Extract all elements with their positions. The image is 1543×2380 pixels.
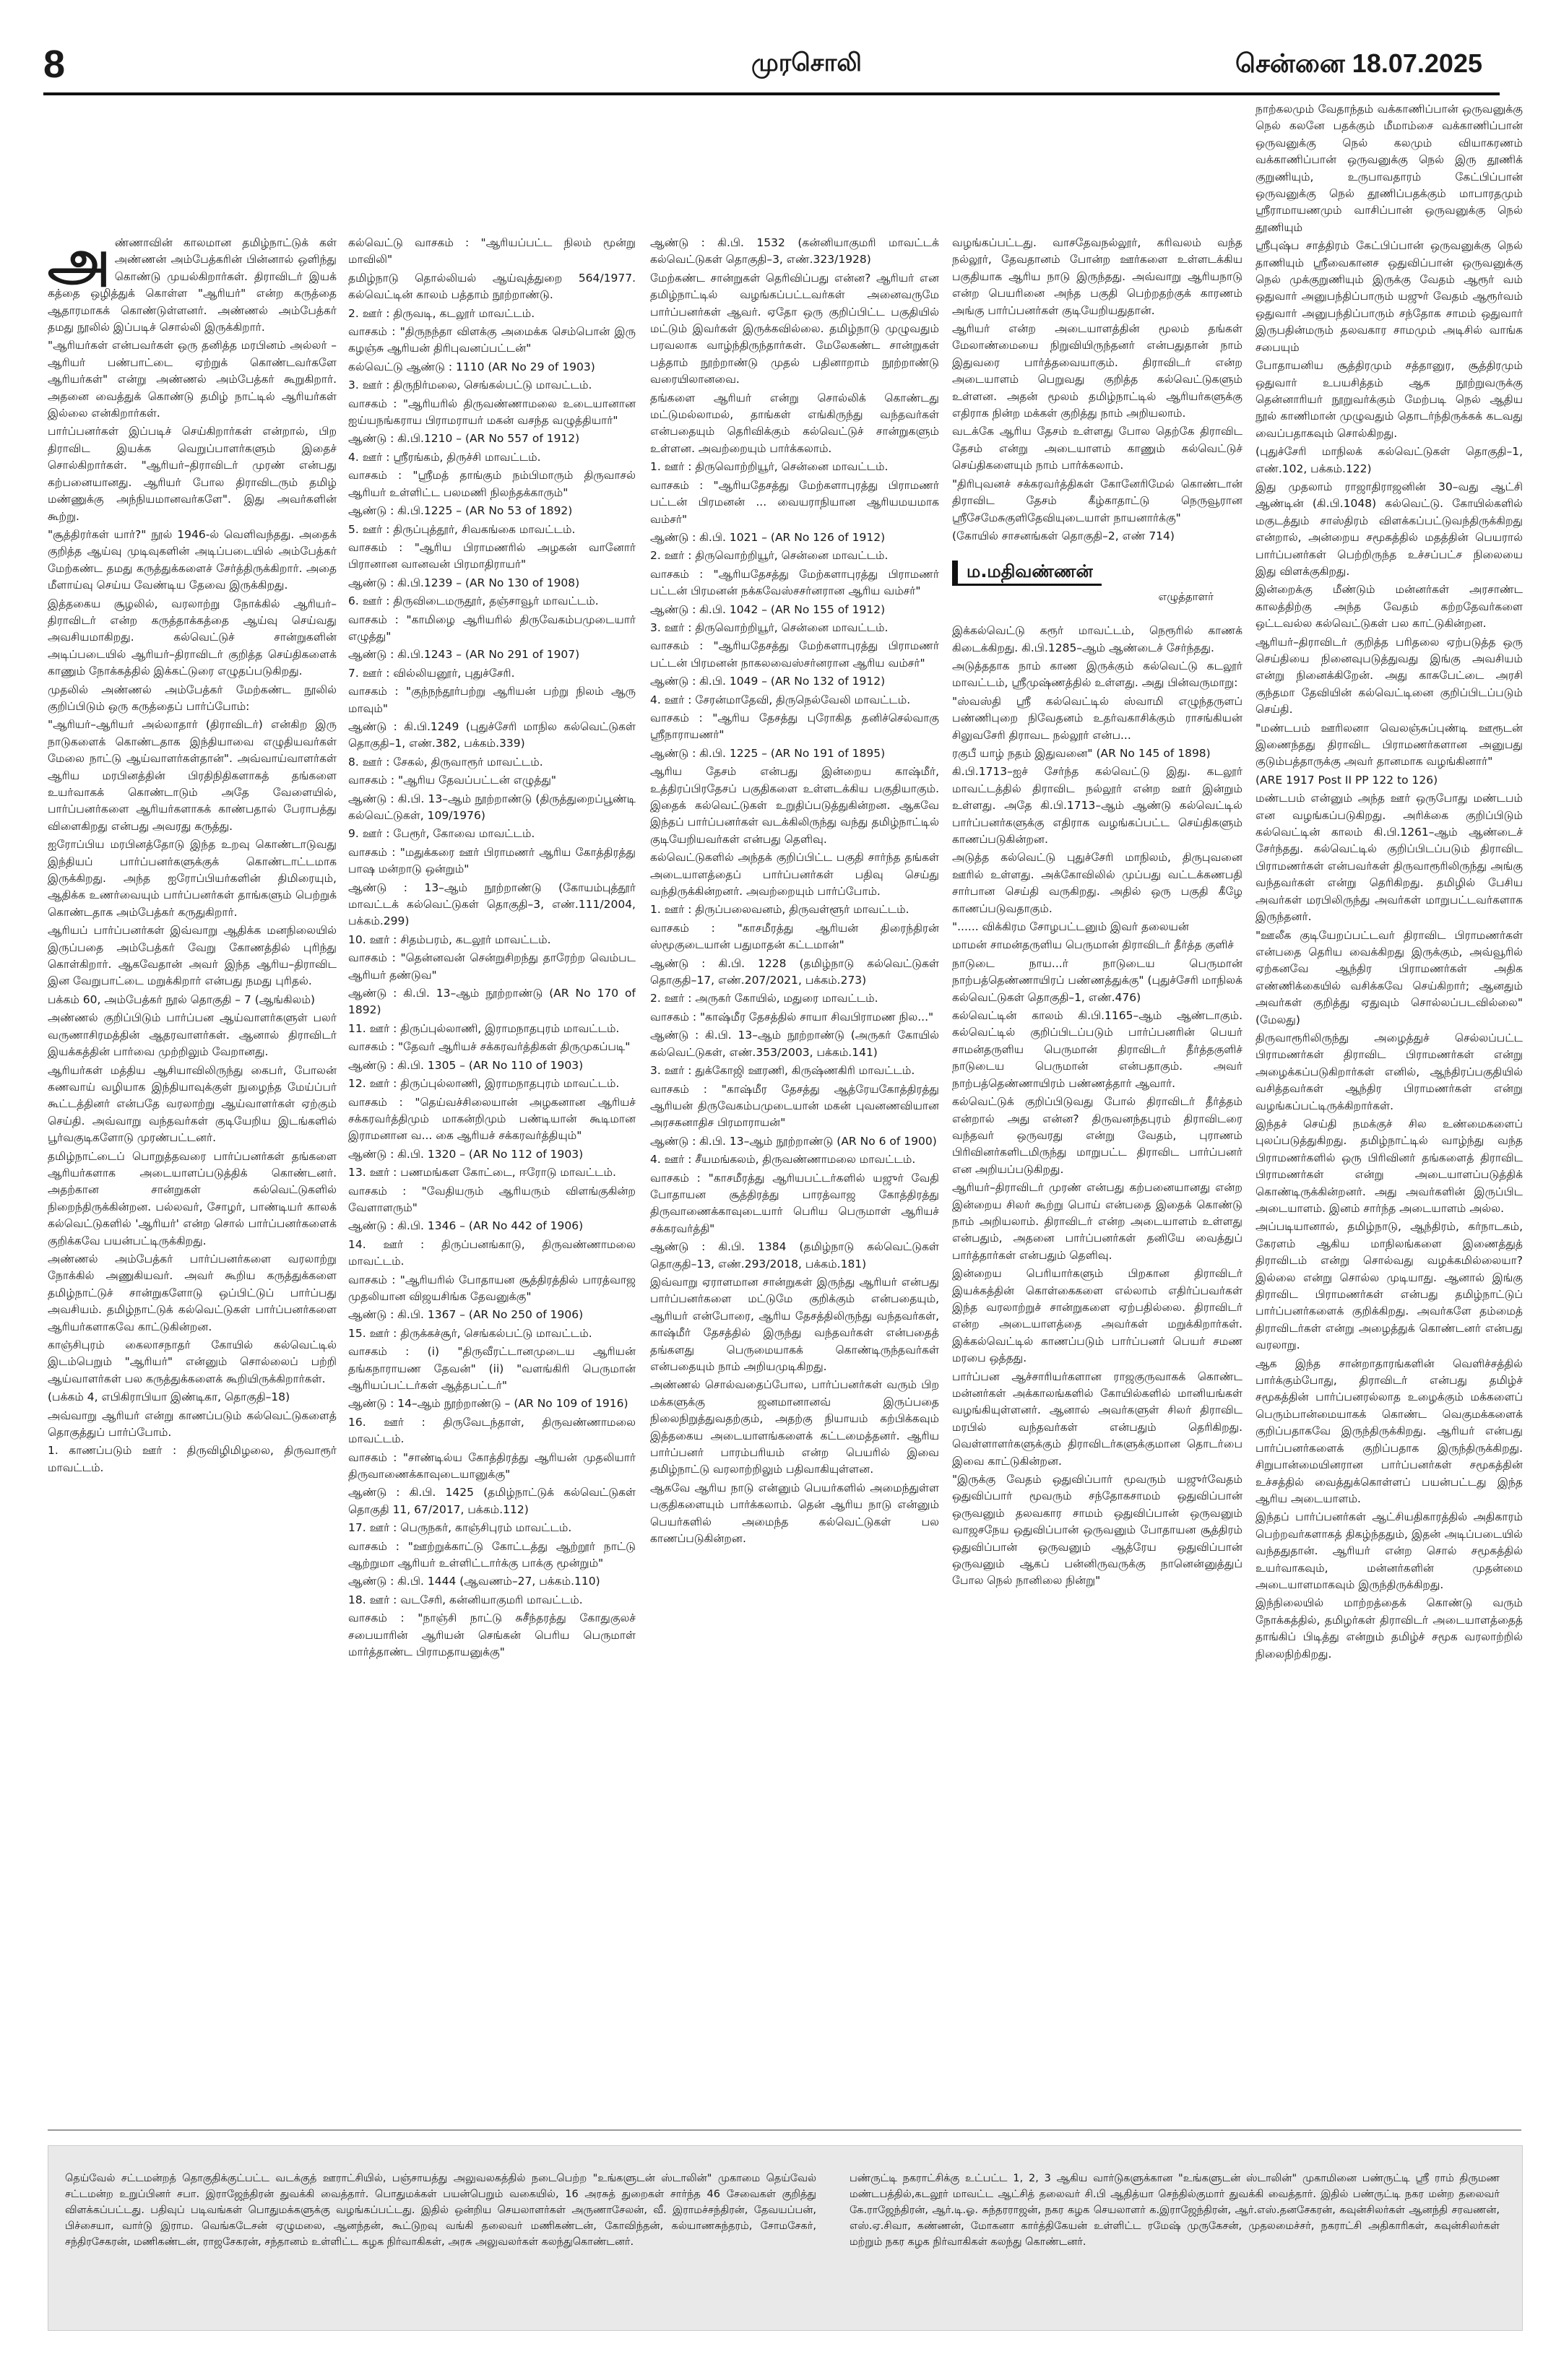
column-1-body <box>48 337 337 1476</box>
paragraph: 2. ஊர் : அருகர் கோயில், மதுரை மாவட்டம். <box>650 992 878 1005</box>
paragraph: 2. ஊர் : திருவடி, கடலூர் மாவட்டம். <box>348 306 535 320</box>
article-column-3 <box>650 235 939 2048</box>
paragraph: ஆண்டு : கி.பி.1225 – (AR No 53 of 1892) <box>348 504 573 518</box>
paragraph: வாசகம் : "வேதியரும் ஆரியரும் விளங்குகின்ற வேளாளரும்" <box>348 1184 636 1214</box>
paragraph: 3. ஊர் : திருநிர்மலை, செங்கல்பட்டு மாவட்டம். <box>348 378 592 392</box>
paragraph: கல்வெட்டு ஆண்டு : 1110 (AR No 29 of 1903) <box>348 360 595 373</box>
paragraph: வாசகம் : "சாண்டில்ய கோத்திரத்து ஆரியன் முதலியார் திருவாணைக்காவுடையானுக்கு" <box>348 1450 636 1481</box>
paragraph: வாசகம் : "ஆரியதேசத்து மேற்களாபுரத்து பிராமணர் பட்டன் பிரமனன் நக்கவேஸ்சசர்னரான ஆரிய வம்சர்" <box>650 567 939 598</box>
paragraph: மாமன் சாமன்தருளிய பெருமான் திராவிடர் தீர்த்த குளிச் <box>952 938 1235 952</box>
paragraph: 2. ஊர் : திருவொற்றியூர், சென்னை மாவட்டம். <box>650 549 889 563</box>
paragraph: ஆண்டு : கி.பி. 1320 – (AR No 112 of 1903) <box>348 1147 584 1161</box>
paragraph: ஆண்டு : கி.பி. 1532 (கன்னியாகுமரி மாவட்டக் கல்வெட்டுகள் தொகுதி–3, எண்.323/1928) <box>650 236 939 267</box>
paragraph: இந்தப் பார்ப்பனர்கள் ஆட்சியதிகாரத்தில் அதிகாரம் பெற்றவர்களாகத் திகழ்ந்ததும், இதன் அடிப்படையில் வந்ததுதான். ஆரியர் என்ற சொல் சமூகத்தில் உயர்வாகவும், மன்னர்களின் முதன்மை அடையாளமாகவும் இருந்திருக்கிறது. <box>1255 1510 1523 1591</box>
article-column-2 <box>348 235 636 2048</box>
paragraph: ஆரிய தேசம் என்பது இன்றைய காஷ்மீர், உத்திரப்பிரதேசப் பகுதிகளை உள்ளடக்கிய பகுதியாகும். இதைக் கல்வெட்டுகள் உறுதிப்படுத்துகின்றன. ஆகவே இந்தப் பார்ப்பனர்கள் வடக்கிலிருந்து வந்து தமிழ்நாட்டில் குடியேறியவர்கள் என்பது தெளிவு. <box>650 765 939 846</box>
paragraph: ஆண்டு : 14–ஆம் நூற்றாண்டு – (AR No 109 of 1916) <box>348 1397 628 1411</box>
paragraph: நாடுடை நாய...ர் நாடுடைய பெருமான் நாற்பத்தெண்ணாயிரப் பண்ணத்துக்கு" (புதுச்சேரி மாநிலக் கல்வெட்டுகள் தொகுதி–1, எண்.476) <box>952 956 1242 1004</box>
paragraph: கி.பி.1713–ஐச் சேர்ந்த கல்வெட்டு இது. கடலூர் மாவட்டத்தில் திராவிட நல்லூர் என்ற ஊர் இன்றும் உள்ளது. அதே கி.பி.1713–ஆம் ஆண்டு கல்வெட்டில் பார்ப்பனர்களுக்கு எதிராக வழங்கப்பட்ட செய்திகளும் காணப்படுகின்றன. <box>952 765 1242 846</box>
paragraph: ஆண்டு : கி.பி. 1384 (தமிழ்நாடு கல்வெட்டுகள் தொகுதி–13, எண்.293/2018, பக்கம்.181) <box>650 1240 939 1271</box>
paragraph: பக்கம் 60, அம்பேத்கர் நூல் தொகுதி – 7 (ஆங்கிலம்) <box>48 992 316 1006</box>
paragraph: ஆண்டு : கி.பி. 13–ஆம் நூற்றாண்டு (AR No 6 of 1900) <box>650 1134 937 1148</box>
paragraph: "ஆரியர்கள் என்பவர்கள் ஒரு தனித்த மரபினம் அல்லர் – ஆரியர் பண்பாட்டை ஏற்றுக் கொண்டவர்களே ஆரியர்கள்" என்று அண்ணல் அம்பேத்கர் கூறுகிறார். அதனை வைத்துக் கொண்டு தமிழ் நாட்டில் ஆரியர்கள் இல்லை என்கிறார்கள். <box>48 339 337 420</box>
paragraph: (கோயில் சாசனங்கள் தொகுதி–2, எண் 714) <box>952 529 1175 542</box>
paragraph: வாசகம் : "மதுக்கரை ஊர் பிராமணர் ஆரிய கோத்திரத்து பாஷ மன்றாடு ஒன்றும்" <box>348 845 636 876</box>
paragraph: வாசகம் : "ஆரிய பிராமணரில் அழகன் வானோர் பிரானான வானவன் பிரமாதிராயர்" <box>348 540 636 571</box>
author-byline <box>952 561 1242 605</box>
paragraph: வாசகம் : "காசமீரத்து ஆரியன் திரைந்திரன் ஸ்மூகுடையான் பதுமாதன் கட்டமான்" <box>650 921 939 952</box>
paragraph: வாசகம் : "காஷ்மீர தேசத்தில் சாயா சிவபிராமண நில..." <box>650 1010 934 1024</box>
paragraph: வாசகம் : "ஆரியரில் போதாயன சூத்திரத்தில் பாரத்வாஜ முதலியான விஜயசிங்க தேவனுக்கு" <box>348 1273 636 1303</box>
paragraph: 3. ஊர் : திருவொற்றியூர், சென்னை மாவட்டம். <box>650 620 889 634</box>
paragraph: வாசகம் : "ஸ்ரீமத் தாங்கும் நம்பிமாரும் திருவாசல் ஆரியர் உள்ளிட்ட பலமணி நிலந்தக்காரும்" <box>348 469 636 499</box>
paragraph: ஆண்டு : கி.பி. 1042 – (AR No 155 of 1912) <box>650 602 886 616</box>
paragraph: 11. ஊர் : திருப்புல்லாணி, இராமநாதபுரம் மாவட்டம். <box>348 1021 620 1035</box>
paragraph: அடுத்ததாக நாம் காண இருக்கும் கல்வெட்டு கடலூர் மாவட்டம், ஸ்ரீமுஷ்ணத்தில் உள்ளது. அது பின்வருமாறு: <box>952 659 1242 690</box>
paragraph: "திரிபுவனச் சக்கரவர்த்திகள் கோனேரிமேல் கொண்டான் திராவிட தேசம் கீழ்காதாட்டு நெருவூரான ஸ்ரீசேமேசுகுளிதேவியுடையாள் நாயனார்க்கு" <box>952 477 1242 524</box>
paragraph: வாசகம் : (i) "திருவீரட்டானமுடைய ஆரியன் தங்கநாராயண தேவன்" (ii) "வளங்கிரி பெருமான் ஆரியப்பட்டர்கள் ஆத்தபட்டர்" <box>348 1345 636 1392</box>
paragraph: மண்டபம் என்னும் அந்த ஊர் ஒருபோது மண்டபம் என வழங்கப்படுகிறது. அரிக்கை குறிப்பிடும் கல்வெட்டின் காலம் கி.பி.1261–ஆம் ஆண்டைச் சேர்ந்தது. கல்வெட்டில் குறிப்பிடப்படும் திராவிட பிராமணர்கள் என்பவர்கள் திருவாரூரிலிருந்து அங்கு வந்தவர்கள் என்று தெரிகிறது. தமிழில் பேசிய அவர்கள் மரபிலிருந்து அவர்கள் மாறுபட்டவர்களாக இருந்தனர். <box>1255 792 1523 924</box>
paragraph: ஆக இந்த சான்றாதாரங்களின் வெளிச்சத்தில் பார்க்கும்போது, திராவிடர் என்பது தமிழ்ச் சமூகத்தின் பார்ப்பனரல்லாத உழைக்கும் மக்களைப் பெரும்பான்மையாகக் கொண்ட வெகுமக்களைக் குறிப்பதாகவே இருந்திருக்கிறது. ஆரியர் என்பது பார்ப்பனர்களைக் குறிப்பதாக இருந்திருக்கிறது. சிறுபான்மையினரான பார்ப்பனர்கள் சமூகத்தின் உச்சத்தில் வைத்துக்கொள்ளப் பயன்பட்டது இந்த ஆரிய அடையாளம். <box>1255 1356 1523 1505</box>
paragraph: ஆண்டு : கி.பி. 1228 (தமிழ்நாடு கல்வெட்டுகள் தொகுதி–17, எண்.207/2021, பக்கம்.273) <box>650 956 939 987</box>
paragraph: "மண்டபம் ஊரிலனா வெலஞ்சுப்புண்டி ஊரூடன் இணைந்தது திராவிட பிராமணர்களான அனுபது குடும்பத்தாருக்கு அவர் தானமாக வழங்கினார்" <box>1255 721 1523 769</box>
paragraph: ஆண்டு : கி.பி.1249 (புதுச்சேரி மாநில கல்வெட்டுகள் தொகுதி–1, எண்.382, பக்கம்.339) <box>348 719 636 750</box>
paragraph: இந்தச் செய்தி நமக்குச் சில உண்மைகளைப் புலப்படுத்துகிறது. தமிழ்நாட்டில் வாழ்ந்து வந்த பிராமணர்களில் ஒரு பிரிவினர் தங்களைத் திராவிட பிராமணர்கள் என்று அடையாளப்படுத்திக் கொண்டிருக்கின்றனர். அது அவர்களின் இருப்பிட அடையாளம். இனம் சார்ந்த அடையாளம் அல்ல. <box>1255 1117 1523 1215</box>
paragraph: ஆண்டு : கி.பி. 1021 – (AR No 126 of 1912) <box>650 530 886 544</box>
author-name: ம.மதிவண்ணன் <box>952 561 1102 585</box>
paragraph: கல்வெட்டு வாசகம் : "ஆரியப்பட்ட நிலம் மூன்று மாவிலி" <box>348 236 636 267</box>
paragraph: வாசகம் : "நாஞ்சி நாட்டு சுசீந்தரத்து கோதுகுலச் சபையாரின் ஆரியன் செங்கன் பெரிய பெருமாள் மார்த்தாண்ட பிராமதாயனுக்கு" <box>348 1611 636 1659</box>
paragraph: நாற்கலமும் வேதாந்தம் வக்காணிப்பான் ஒருவனுக்கு நெல் கலனே பதக்கும் மீமாம்சை வக்காணிப்பான் ஒருவனுக்கு நெல் கலமும் வியாகரணம் வக்காணிப்பான் ஒருவனுக்கு நெல் இரு தூணிக் குறுணியும், உருபாவதாரம் கேட்பிப்பான் ஒருவனுக்கு நெல் தூணிப்பதக்கும் மாபாரதமும் ஸ்ரீராமாயணமும் வாசிப்பான் ஒருவனுக்கு நெல் தூணியும் <box>1255 103 1523 234</box>
paragraph: "ஊலீக குடியேறப்பட்டவர் திராவிட பிராமணர்கள் என்பதை தெரிய வைக்கிறது இருக்கும், அவ்வூரில் ஏற்கனவே ஆந்திர பிராமணர்கள் அதிக எண்ணிக்கையில் வசிக்கவே செய்கிறார்; ஆனதும் அவர்கள் குறித்து ஏதுவும் சொல்லப்படவில்லை" (மேலது) <box>1255 928 1523 1026</box>
paragraph: 13. ஊர் : பணமங்கள கோட்டை, ஈரோடு மாவட்டம். <box>348 1166 616 1180</box>
paragraph: வாசகம் : "தெய்வச்சிலையான் அழகனான ஆரியச் சக்கரவர்த்திமும் மாகன்றிமும் பண்டியான் கூடிமான இராமனான வ... கை ஆரியச் சக்கரவர்த்தியும்" <box>348 1095 636 1143</box>
paragraph: 16. ஊர் : திருவேடந்தாள், திருவண்ணாமலை மாவட்டம். <box>348 1415 636 1446</box>
masthead: முரசொலி <box>751 48 862 77</box>
paragraph: ஆரியர்–திராவிடர் முரண் என்பது கற்பனையானது என்ற இன்றைய சிலர் கூற்று பொய் என்பதை இதைக் கொண்டு நாம் அறியலாம். திராவிடர் என்ற அடையாளம் உள்ளது என்பதும், அதனை பார்ப்பனர்கள் தனியே வைத்துப் பார்த்தார்கள் என்பதும் தெளிவு. <box>952 1181 1242 1262</box>
article-intro: அண்ணாவின் காலமான தமிழ்நாட்டுக் கள் அண்ணன் அம்பேத்கரின் பின்னால் ஒளிந்து கொண்டு முயல்கிறார்கள். திராவிடர் இயக் கத்தை ஒழித்துக் கொள்ள "ஆரியர்" என்ற கருத்தை ஆதாரமாகக் கொண்டுள்ளனர். அண்ணல் அம்பேத்கர் தமது நூலில் இப்படிச் சொல்லி இருக்கிறார். <box>48 235 337 334</box>
paragraph: இத்தகைய சூழலில், வரலாற்று நோக்கில் ஆரியர்–திராவிடர் என்ற கருத்தாக்கத்தை ஆய்வு செய்வது அவசியமாகிறது. கல்வெட்டுச் சான்றுகளின் அடிப்படையில் ஆரியர்–திராவிடர் குறித்த செய்திகளைக் காணும் நோக்கத்தில் இக்கட்டுரை எழுதப்படுகிறது. <box>48 597 337 678</box>
paragraph: இக்கல்வெட்டு கரூர் மாவட்டம், நெரூரில் காணக் கிடைக்கிறது. கி.பி.1285–ஆம் ஆண்டைச் சேர்ந்தது. <box>952 624 1242 654</box>
paragraph: அண்ணல் குறிப்பிடும் பார்ப்பன ஆய்வாளர்களுள் பலர் வருணாசிரமத்தின் ஆதரவாளர்கள். ஆனால் திராவிடர் இயக்கத்தின் பார்வை முற்றிலும் வேறானது. <box>48 1011 337 1059</box>
paragraph: 14. ஊர் : திருப்பனங்காடு, திருவண்ணாமலை மாவட்டம். <box>348 1237 636 1268</box>
paragraph: ஐரோப்பிய மரபினத்தோடு இந்த உறவு கொண்டாடுவது இந்தியப் பார்ப்பனர்களுக்குக் கொண்டாட்டமாக இருக்கிறது. அந்த ஐரோப்பியர்களின் திமிரையும், ஆதிக்க உணர்வையும் பார்ப்பனர்கள் தாங்களும் பெற்றுக் கொண்டதாக அம்பேத்கர் கருதுகிறார். <box>48 838 337 919</box>
paragraph: ஆரியர் என்ற அடையாளத்தின் மூலம் தங்கள் மேலாண்மையை நிறுவியிருந்தனர் என்பதுதான் நாம் இதுவரை பார்த்தவையாகும். திராவிடர் என்ற அடையாளம் பெறுவது குறித்த கல்வெட்டுகளும் உள்ளன. அதன் மூலம் தமிழ்நாட்டில் ஆரியர்களுக்கு எதிராக நின்ற மக்கள் குறித்து நாம் அறியலாம். <box>952 322 1242 420</box>
paragraph: 12. ஊர் : திருப்புல்லாணி, இராமநாதபுரம் மாவட்டம். <box>348 1077 620 1091</box>
paragraph: மேற்கண்ட சான்றுகள் தெரிவிப்பது என்ன? ஆரியர் என தமிழ்நாட்டில் வழங்கப்பட்டவர்கள் அனைவருமே பார்ப்பனர்கள் ஆவர். ஏதோ ஒரு குறிப்பிட்ட பகுதியில் மட்டும் இவர்கள் இருக்கவில்லை. தமிழ்நாடு முழுவதும் பரவலாக வாழ்ந்திருந்தார்கள். மேலேகண்ட சான்றுகள் பத்தாம் நூற்றாண்டு முதல் பதினாறாம் நூற்றாண்டு வரையிலானவை. <box>650 271 939 386</box>
paragraph: வடக்கே ஆரிய தேசம் உள்ளது போல தெற்கே திராவிட தேசம் என்று அடையாளம் காணும் கல்வெட்டுச் செய்திகளையும் நாம் பார்க்கலாம். <box>952 425 1242 472</box>
paragraph: வாசகம் : "தேவர் ஆரியச் சக்கரவர்த்திகள் திருமுகப்படி" <box>348 1040 631 1054</box>
paragraph: தமிழ்நாட்டைப் பொறுத்தவரை பார்ப்பனர்கள் தங்களை ஆரியர்களாக அடையாளப்படுத்திக் கொண்டனர். அதற்கான சான்றுகள் கல்வெட்டுகளில் நிறைந்திருக்கின்றன. பல்லவர், சோழர், பாண்டியர் காலக் கல்வெட்டுகளில் 'ஆரியர்' என்ற சொல் பார்ப்பனர்களைக் குறிக்கவே பயன்பட்டிருக்கிறது. <box>48 1149 337 1247</box>
paragraph: ஸ்ரீபுஷ்ப சாத்திரம் கேட்பிப்பான் ஒருவனுக்கு நெல் தாணியும் ஸ்ரீவைகானச ஒதுவிப்பான் ஒருவனுக்கு நெல் முக்குறுணியும் இருக்கு வேதம் ஆரூர் வம் ஒதுவார் அனுபந்திப்பாரும் யஜுர் வேதம் ஆரூர்வம் ஒதுவார் அனுபந்திப்பாரும் சந்தோக சாமம் ஒதுவார் இருபதின்மரும் தலவகார சாமமும் அடிசில் வாங்க சபையும் <box>1255 239 1523 354</box>
paragraph: வாசகம் : "குந்நந்தூர்பற்று ஆரியன் பற்று நிலம் ஆரு மாவும்" <box>348 685 636 715</box>
paragraph: வாசகம் : "ஆரியதேசத்து மேற்களாபுரத்து பிராமணர் பட்டன் பிரமனன் ... வையராநியான ஆரியமயமாக வம்சர்" <box>650 478 939 526</box>
paragraph: வாசகம் : "ஆரிய தேவப்பட்டன் எழுத்து" <box>348 774 557 787</box>
paragraph: "ஸ்வஸ்தி ஸ்ரீ கல்வெட்டில் ஸ்வாமி எழுந்தருளப் பண்ணிபுறை நிவேதனம் உதர்வகாசிக்கும் ராசங்கியன் சிலுவசேரி திராவட நல்லூர் என்ப... <box>952 694 1242 742</box>
footer-caption-left: தெய்வேல் சட்டமன்றத் தொகுதிக்குட்பட்ட வடக்குத் ஊராட்சியில், பஞ்சாயத்து அலுவலகத்தில் நடைபெற்ற "உங்களுடன் ஸ்டாலின்" முகாமை தெய்வேல் சட்டமன்ற உறுப்பினர் சபா. இராஜேந்திரன் துவக்கி வைத்தார். பொதுமக்கள் பயன்பெறும் வகையில், 16 அரசுத் துறைகள் சார்ந்த 46 சேவைகள் குறித்து விளக்கப்பட்டது. பதிவுப் படிவங்கள் பொதுமக்களுக்கு வழங்கப்பட்டது. இதில் ஒன்றிய செயலாளர்கள் அருணாசேலன், வீ. இராமச்சந்திரன், தேவயப்பன், பிச்சையா, வார்டு இராம. வெங்கடேசன் ஏழுமலை, ஆனந்தன், கூட்டுறவு வங்கி தலைவர் மணிகண்டன், கோவிந்தன், கல்யாணசுந்தரம், சோமசேகர், சந்திரசேகரன், மணிகண்டன், ராஜசேகரன், சந்தானம் உள்ளிட்ட கழக நிர்வாகிகள், அரசு அலுவலர்கள் கலந்துகொண்டனர். <box>65 2172 816 2248</box>
paragraph: ஆண்டு : கி.பி. 13–ஆம் நூற்றாண்டு (AR No 170 of 1892) <box>348 987 636 1017</box>
paragraph: 1. ஊர் : திருவொற்றியூர், சென்னை மாவட்டம். <box>650 460 889 474</box>
paragraph: ஆண்டு : கி.பி. 1225 – (AR No 191 of 1895) <box>650 746 886 760</box>
paragraph: 15. ஊர் : திருக்கச்சூர், செங்கல்பட்டு மாவட்டம். <box>348 1326 592 1340</box>
paragraph: 10. ஊர் : சிதம்பரம், கடலூர் மாவட்டம். <box>348 932 551 946</box>
paragraph: 9. ஊர் : பேரூர், கோவை மாவட்டம். <box>348 827 535 841</box>
paragraph: வழங்கப்பட்டது. வாசதேவநல்லூர், கரிவலம் வந்த நல்லூர், தேவதானம் போன்ற ஊர்களை உள்ளடக்கிய பகுதியாக ஆரிய நாடு இருந்தது. அவ்வாறு ஆரியநாடு என்ற பெயரினை அந்த பகுதி பெற்றதற்குக் காரணம் அங்கு பார்ப்பனர்கள் குடியேறியதுதான். <box>952 236 1242 317</box>
paragraph: "இருக்கு வேதம் ஒதுவிப்பார் மூவரும் யஜுர்வேதம் ஒதுவிப்பார் மூவரும் சந்தோகசாமம் ஒதுவிப்பான் ஒருவனும் தலவகார சாமம் ஒதுவிப்பான் ஒருவனும் வாஜசநேய ஒதுவிப்பான் ஒருவனும் போதாயன சூத்திரம் ஒதுவிப்பான் ஒருவனும் ஆத்ரேய ஒதுவிப்பான் ஒருவனும் ஆகப் பன்னிருவருக்கு நானென்னுத்துப் போல நெல் நானிலை நின்று" <box>952 1473 1242 1588</box>
article-column-4 <box>952 235 1242 2048</box>
paragraph: அண்ணல் சொல்வதைப்போல, பார்ப்பனர்கள் வரும் பிற மக்களுக்கு ஜனமானானவ் இருப்பதை நிலைநிறுத்துவதற்கும், அதற்கு நியாயம் கற்பிக்கவும் இத்தகைய அடையாளங்களைக் கட்டமைத்தனர். ஆரிய பார்ப்பனர் பாரம்பரியம் என்ற பெயரில் இவை தமிழ்நாட்டு வரலாற்றிலும் பதிவாகியுள்ளன. <box>650 1378 939 1476</box>
paragraph: அண்ணல் அம்பேத்கர் பார்ப்பனர்களை வரலாற்று நோக்கில் அணுகியவர். அவர் கூறிய கருத்துக்களை தமிழ்நாட்டுச் சான்றுகளோடு ஒப்பிட்டுப் பார்ப்பது அவசியம். தமிழ்நாட்டுக் கல்வெட்டுகள் பார்ப்பனர்களை ஆரியர்களாகவே காட்டுகின்றன. <box>48 1252 337 1333</box>
paragraph: ஆண்டு : கி.பி.1243 – (AR No 291 of 1907) <box>348 648 580 662</box>
paragraph: ஆண்டு : 13–ஆம் நூற்றாண்டு (கோயம்புத்தூர் மாவட்டக் கல்வெட்டுகள் தொகுதி–3, எண்.111/2004, பக்கம்.299) <box>348 880 636 928</box>
paragraph: 1. காணப்படும் ஊர் : திருவிழிமிழலை, திருவாரூர் மாவட்டம். <box>48 1444 337 1474</box>
paragraph: 7. ஊர் : வில்லியனூர், புதுச்சேரி. <box>348 666 515 680</box>
paragraph: தங்களை ஆரியர் என்று சொல்லிக் கொண்டது மட்டுமல்லாமல், தாங்கள் எங்கிருந்து வந்தவர்கள் என்பதையும் தெரிவிக்கும் கல்வெட்டுச் சான்றுகளும் உள்ளன. அவற்றையும் பார்க்கலாம். <box>650 391 939 455</box>
paragraph: 4. ஊர் : ஸ்ரீரங்கம், திருச்சி மாவட்டம். <box>348 450 541 464</box>
paragraph: பார்ப்பன ஆச்சாரியர்களான ராஜகுருவாகக் கொண்ட மன்னர்கள் அக்காலங்களில் கோயில்களில் மானியங்கள் வழங்கியுள்ளனர். ஆனால் அவர்களுள் சிலர் திராவிட மரபில் வந்தவர்கள் என்பதும் தெரிகிறது. வெள்ளாளர்களுக்கும் திராவிடர்களுக்குமான தொடர்பை இவை காட்டுகின்றன. <box>952 1369 1242 1468</box>
edition-date: சென்னை 18.07.2025 <box>1235 48 1482 78</box>
page-header <box>0 0 1543 87</box>
paragraph: வாசகம் : "தென்னவன் சென்றுசிறந்து தாரேற்ற வெம்பட ஆரியர் தண்டுவ" <box>348 951 636 982</box>
paragraph: ஆரியர்கள் மத்திய ஆசியாவிலிருந்து கைபர், போலன் கணவாய் வழியாக இந்தியாவுக்குள் நுழைந்த மேய்ப்பர் கூட்டத்தினர் என்பதே வரலாற்று ஆய்வாளர்கள் ஏற்கும் செய்தி. அவ்வாறு வந்தவர்கள் குடியேறிய இடங்களில் பூர்வகுடிகளோடு முரண்பட்டனர். <box>48 1063 337 1145</box>
paragraph: ஆரியப் பார்ப்பனர்கள் இவ்வாறு ஆதிக்க மனநிலையில் இருப்பதை அம்பேத்கர் வேறு கோணத்தில் புரிந்து கொள்கிறார். ஆகவேதான் அவர் இந்த ஆரிய–திராவிட இன வேறுபாட்டை மறுக்கிறார் என்பது நமது புரிதல். <box>48 924 337 988</box>
paragraph: 17. ஊர் : பெருநகர், காஞ்சிபுரம் மாவட்டம். <box>348 1521 572 1535</box>
paragraph: வாசகம் : "ஆரிய தேசத்து புரோகித தனிச்செல்வாகு ஸ்ரீநாராயணர்" <box>650 711 939 742</box>
paragraph: 5. ஊர் : திருப்புத்தூர், சிவகங்கை மாவட்டம். <box>348 522 576 536</box>
paragraph: (ARE 1917 Post II PP 122 to 126) <box>1255 773 1438 787</box>
paragraph: வாசகம் : "ஊற்றுக்காட்டு கோட்டத்து ஆற்றூர் நாட்டு ஆற்றுமா ஆரியர் உள்ளிட்டார்க்கு பாக்கு மூன்றும்" <box>348 1539 636 1570</box>
paragraph: ஆண்டு : கி.பி. 13–ஆம் நூற்றாண்டு (திருத்துறைப்பூண்டி கல்வெட்டுகள், 109/1976) <box>348 792 636 822</box>
paragraph: வாசகம் : "காஷ்மீர தேசத்து ஆத்ரேயகோத்திரத்து ஆரியன் திருவேகம்பமுடையான் மகன் புவனணவியான அரசகனாதிச பிரமாராயன்" <box>650 1082 939 1130</box>
footer-news-strip <box>48 2129 1521 2362</box>
paragraph: அவ்வாறு ஆரியர் என்று காணப்படும் கல்வெட்டுகளைத் தொகுத்துப் பார்ப்போம். <box>48 1408 337 1440</box>
paragraph: வாசகம் : "ஆரியரில் திருவண்ணாமலை உடையானான ஐய்யநங்கராய பிராமராயர் மகன் வசந்த வழுத்தியார்" <box>348 397 636 428</box>
paragraph: ஆண்டு : கி.பி. 1367 – (AR No 250 of 1906) <box>348 1308 584 1322</box>
article-column-5 <box>1255 101 1523 2048</box>
article-column-1 <box>48 235 337 2048</box>
paragraph: 3. ஊர் : துக்கோஜி ஊரணி, கிருஷ்ணகிரி மாவட்டம். <box>650 1064 915 1078</box>
paragraph: ஆண்டு : கி.பி. 1444 (ஆவணம்–27, பக்கம்.110) <box>348 1575 600 1588</box>
paragraph: ஆண்டு : கி.பி. 13–ஆம் நூற்றாண்டு (அருகர் கோயில் கல்வெட்டுகள், எண்.353/2003, பக்கம்.141) <box>650 1029 939 1059</box>
paragraph: கல்வெட்டுகளில் அந்தக் குறிப்பிட்ட பகுதி சார்ந்த தங்கள் அடையாளத்தைப் பார்ப்பனர்கள் பதிவு செய்து வந்திருக்கின்றனர். அவற்றையும் பார்ப்போம். <box>650 851 939 899</box>
paragraph: ஆண்டு : கி.பி. 1305 – (AR No 110 of 1903) <box>348 1058 584 1072</box>
paragraph: ஆண்டு : கி.பி. 1346 – (AR No 442 of 1906) <box>348 1219 584 1233</box>
footer-caption-right: பண்ருட்டி நகராட்சிக்கு உட்பட்ட 1, 2, 3 ஆகிய வார்டுகளுக்கான "உங்களுடன் ஸ்டாலின்" முகாமினை பண்ருட்டி ஸ்ரீ ராம் திருமண மண்டபத்தில்,கடலூர் மாவட்ட ஆட்சித் தலைவர் சி.பி ஆதித்யா செந்தில்குமார் துவக்கி வைத்தார். இதில் பண்ருட்டி நகர மன்ற தலைவர் கே.ராஜேந்திரன், ஆர்.டி.ஓ. சுந்தரராஜன், நகர கழக செயலாளர் க.இராஜேந்திரன், ஆர்.எஸ்.தனசேகரன், கவுன்சிலர்கள் ஆனந்தி சரவணன், எஸ்.ஏ.சிவா, கண்ணன், மோகனா கார்த்திகேயன் உள்ளிட்ட ரமேஷ் முருகேசன், முதலமைச்சர், நகராட்சி அதிகாரிகள், கவுன்சிலர்கள் மற்றும் நகர கழக நிர்வாகிகள் கலந்து கொண்டனர். <box>850 2172 1500 2248</box>
paragraph: "...... விக்கிரம சோழபட்டனும் இவர் தலையன் <box>952 920 1189 934</box>
header-rule <box>43 92 1500 95</box>
paragraph: (பக்கம் 4, எபிகிராபியா இண்டிகா, தொகுதி–18) <box>48 1390 290 1404</box>
page-number: 8 <box>43 43 66 86</box>
column-4-top <box>952 235 1242 545</box>
paragraph: வாசகம் : "திருநந்தா விளக்கு அமைக்க செம்பொன் இரு கழஞ்சு ஆரியன் திரிபுவனப்பட்டன்" <box>348 325 636 355</box>
column-4-bottom <box>952 623 1242 1590</box>
paragraph: 18. ஊர் : வடசேரி, கன்னியாகுமரி மாவட்டம். <box>348 1593 583 1606</box>
paragraph: முதலில் அண்ணல் அம்பேத்கர் மேற்கண்ட நூலில் குறிப்பிடும் ஒரு கருத்தைப் பார்ப்போம்: <box>48 683 337 713</box>
paragraph: இந்நிலையில் மாற்றத்தைக் கொண்டு வரும் நோக்கத்தில், தமிழர்கள் திராவிடர் அடையாளத்தைத் தாங்கிப் பிடித்து என்றும் தமிழ்ச் சமூக வரலாற்றில் நிலைநிற்கிறது. <box>1255 1596 1523 1661</box>
paragraph: ஆரியர்–திராவிடர் குறித்த பரிதலை ஏற்படுத்த ஒரு செய்தியை நினைவுபடுத்துவது இங்கு அவசியம் என்று நினைக்கிறேன். அது காசுபேட்டை அரசி குந்தமா தேவியின் கல்வெட்டினை குறிப்பிடப்படும் செய்தி. <box>1255 635 1523 717</box>
paragraph: வாசகம் : "காசமீரத்து ஆரியபட்டர்களில் யஜுர் வேதி போதாயன சூத்திரத்து பாரத்வாஜ கோத்திரத்து திருவாணைக்காவுடையார் பெரிய பெருமாள் ஆரியச் சக்கரவர்த்தி" <box>650 1171 939 1235</box>
paragraph: கல்வெட்டுக் குறிப்பிடுவது போல் திராவிடர் தீர்த்தம் என்றால் அது என்ன? திருவனந்தபுரம் திராவிடரை வந்தவர் ஒருவரது என்று வேதம், புராணம் பிரிவினர்களிடமிருந்து மாறுபட்ட திராவிட பார்ப்பனர் என அறியப்படுகிறது. <box>952 1095 1242 1176</box>
paragraph: 6. ஊர் : திருவிடைமருதூர், தஞ்சாவூர் மாவட்டம். <box>348 594 599 608</box>
paragraph: வாசகம் : "காமிழை ஆரியரில் திருவேகம்பமுடையார் எழுத்து" <box>348 613 636 643</box>
paragraph: காஞ்சிபுரம் கைலாசநாதர் கோயில் கல்வெட்டில் இடம்பெறும் "ஆரியர்" என்னும் சொல்லைப் பற்றி ஆய்வாளர்கள் பல கருத்துக்களைக் கூறியிருக்கிறார்கள். <box>48 1338 337 1385</box>
paragraph: "சூத்திரர்கள் யார்?" நூல் 1946-ல் வெளிவந்தது. அதைக் குறித்த ஆய்வு முடிவுகளின் அடிப்படையில் அம்பேத்கர் மேற்கண்ட தமது கருத்துக்களைச் சேர்த்திருக்கிறார். அதை மீளாய்வு செய்ய வேண்டிய தேவை இருக்கிறது. <box>48 527 337 592</box>
paragraph: திருவாரூரிலிருந்து அழைத்துச் செல்லப்பட்ட பிராமணர்கள் திராவிட பிராமணர்கள் என்று அழைக்கப்படுகிறார்கள் எனில், ஆந்திரப்பகுதியில் வசித்தவர்கள் ஆந்திர பிராமணர்கள் என்று வழங்கப்பட்டிருக்கிறார்கள். <box>1255 1031 1523 1112</box>
paragraph: ஆகவே ஆரிய நாடு என்னும் பெயர்களில் அமைந்துள்ள பகுதிகளையும் பார்க்கலாம். தென் ஆரிய நாடு என்னும் பெயர்களில் அமைந்த கல்வெட்டுகள் பல காணப்படுகின்றன. <box>650 1481 939 1546</box>
paragraph: 4. ஊர் : சேரன்மாதேவி, திருநெல்வேலி மாவட்டம். <box>650 693 911 706</box>
paragraph: அப்படியானால், தமிழ்நாடு, ஆந்திரம், கர்நாடகம், கேரளம் ஆகிய மாநிலங்களை இணைத்துத் திராவிடம் என்று சொல்வது வழக்கமில்லையா? இல்லை என்று சொல்ல முடியாது. ஆனால் இங்கு திராவிட பிராமணர்கள் என்பது தமிழ்நாட்டுப் பார்ப்பனர்களைக் குறிக்கிறது. அவர்களே தம்மைத் திராவிடர்கள் என்று அழைத்துக் கொண்டனர் என்பது வரலாறு. <box>1255 1220 1523 1352</box>
paragraph: அடுத்த கல்வெட்டு புதுச்சேரி மாநிலம், திருபுவனை ஊரில் உள்ளது. அக்கோவிலில் முப்பது வட்டக்கணபதி சார்பான செய்தி வருகிறது. அதில் ஒரு பகுதி கீழே காணப்படுவதாகும். <box>952 851 1242 915</box>
paragraph: (புதுச்சேரி மாநிலக் கல்வெட்டுகள் தொகுதி–1, எண்.102, பக்கம்.122) <box>1255 445 1523 475</box>
paragraph: தமிழ்நாடு தொல்லியல் ஆய்வுத்துறை 564/1977. கல்வெட்டின் காலம் பத்தாம் நூற்றாண்டு. <box>348 271 636 302</box>
paragraph: 4. ஊர் : சீயமங்கலம், திருவண்ணாமலை மாவட்டம். <box>650 1153 916 1167</box>
paragraph: போதாயனிய சூத்திரமும் சத்தானுர, சூத்திரமும் ஒதுவார் உபயசித்தம் ஆக நூற்றுவருக்கு தென்னாரியர் நூறுவர்க்கும் மேற்படி நெல் ஆதிய நூல் காணிமான் முழுவதும் தொடர்ந்திருக்கக் கடவது வைப்பதாகவும் சொல்கிறது. <box>1255 359 1523 440</box>
drop-cap: அ <box>48 235 111 293</box>
paragraph: "ஆரியர்–ஆரியர் அல்லாதார் (திராவிடர்) என்கிற இரு நாடுகளைக் கொண்டதாக இந்தியாவை எழுதியவர்கள் மேலை நாட்டு ஆய்வாளர்கள்தான்". அவ்வாய்வாளர்கள் ஆரிய மரபினத்தின் பிரதிநிதிகளாகத் தங்களை உயர்வாகக் கொண்டாடும் அதே வேளையில், பார்ப்பனர்களை ஆரியர்களாகக் காண்பதால் பேராபத்து விளைகிறது என்பது அவரது கருத்து. <box>48 718 337 833</box>
paragraph: ஆண்டு : கி.பி. 1425 (தமிழ்நாட்டுக் கல்வெட்டுகள் தொகுதி 11, 67/2017, பக்கம்.112) <box>348 1486 636 1516</box>
paragraph: இன்றைய பெரியார்களும் பிறகான திராவிடர் இயக்கத்தின் கொள்கைகளை எல்லாம் எதிர்ப்பவர்கள் இந்த வரலாற்றுச் சான்றுகளை ஏற்பதில்லை. திராவிடர் என்ற அடையாளத்தை அவர்கள் மறுக்கிறார்கள். இக்கல்வெட்டில் காணப்படும் பார்ப்பனர் பெயர் சமண மரபை ஒத்தது. <box>952 1267 1242 1365</box>
paragraph: ஆண்டு : கி.பி.1239 – (AR No 130 of 1908) <box>348 576 580 589</box>
paragraph: 1. ஊர் : திருப்பலைவனம், திருவள்ளூர் மாவட்டம். <box>650 903 909 917</box>
paragraph: வாசகம் : "ஆரியதேசத்து மேற்களாபுரத்து பிராமணர் பட்டன் பிரமனன் நாகலவைஸ்சர்னரான ஆரிய வம்சர்" <box>650 639 939 670</box>
paragraph: 8. ஊர் : சேகல், திருவாரூர் மாவட்டம். <box>348 755 543 769</box>
paragraph: இது முதலாம் ராஜாதிராஜனின் 30–வது ஆட்சி ஆண்டின் (கி.பி.1048) கல்வெட்டு. கோயில்களில் மகுடத்தும் சாஸ்திரம் விளக்கப்பட்டுவந்திருக்கிறது என்றால், அன்றைய சமூகத்தில் மதத்தின் பெயரால் பார்ப்பனர்கள் பெற்றிருந்த உச்சப்பட்ச நிலையை இது விளக்குகிறது. <box>1255 480 1523 578</box>
paragraph: பார்ப்பனர்கள் இப்படிச் செய்கிறார்கள் என்றால், பிற திராவிட இயக்க வெறுப்பாளர்களும் இதைச் சொல்கிறார்கள். "ஆரியர்–திராவிடர் முரண் என்பது கற்பனையானது. ஆரியர் போல திராவிடரும் தமிழ் மண்ணுக்கு அந்நியமானவர்களே". இது அவர்களின் கூற்று. <box>48 425 337 523</box>
paragraph: இன்றைக்கு மீண்டும் மன்னர்கள் அரசாண்ட காலத்திற்கு அந்த வேதம் கற்றதேவர்களை ஒட்டவல்ல கல்வெட்டுகள் பல காட்டுகின்றன. <box>1255 583 1523 631</box>
paragraph: கல்வெட்டின் காலம் கி.பி.1165–ஆம் ஆண்டாகும். கல்வெட்டில் குறிப்பிடப்படும் பார்ப்பனரின் பெயர் சாமன்தருளிய பெருமான் திராவிடர் தீர்த்தகுளிச் நாடுடைய பெருமான் என்பதாகும். அவர் நாற்பத்தெண்ணாயிரம் பண்ணத்தார் ஆவார். <box>952 1009 1242 1090</box>
paragraph: ரகுபீ யாழ் நதம் இதுவனை" (AR No 145 of 1898) <box>952 746 1211 760</box>
paragraph: இவ்வாறு ஏராளமான சான்றுகள் இருந்து ஆரியர் என்பது பார்ப்பனர்களை மட்டுமே குறிக்கும் என்பதையும், ஆரியர் என்போரை, ஆரிய தேசத்திலிருந்து வந்தவர்கள், காஷ்மீர் தேசத்தில் இருந்து வந்தவர்கள் என்பதைத் தங்களது பெருமையாகக் கொண்டிருந்தவர்கள் என்பதையும் நாம் அறியமுடிகிறது. <box>650 1275 939 1373</box>
author-role: எழுத்தாளர் <box>1158 589 1214 603</box>
paragraph: ஆண்டு : கி.பி.1210 – (AR No 557 of 1912) <box>348 432 580 446</box>
paragraph: ஆண்டு : கி.பி. 1049 – (AR No 132 of 1912) <box>650 675 886 688</box>
